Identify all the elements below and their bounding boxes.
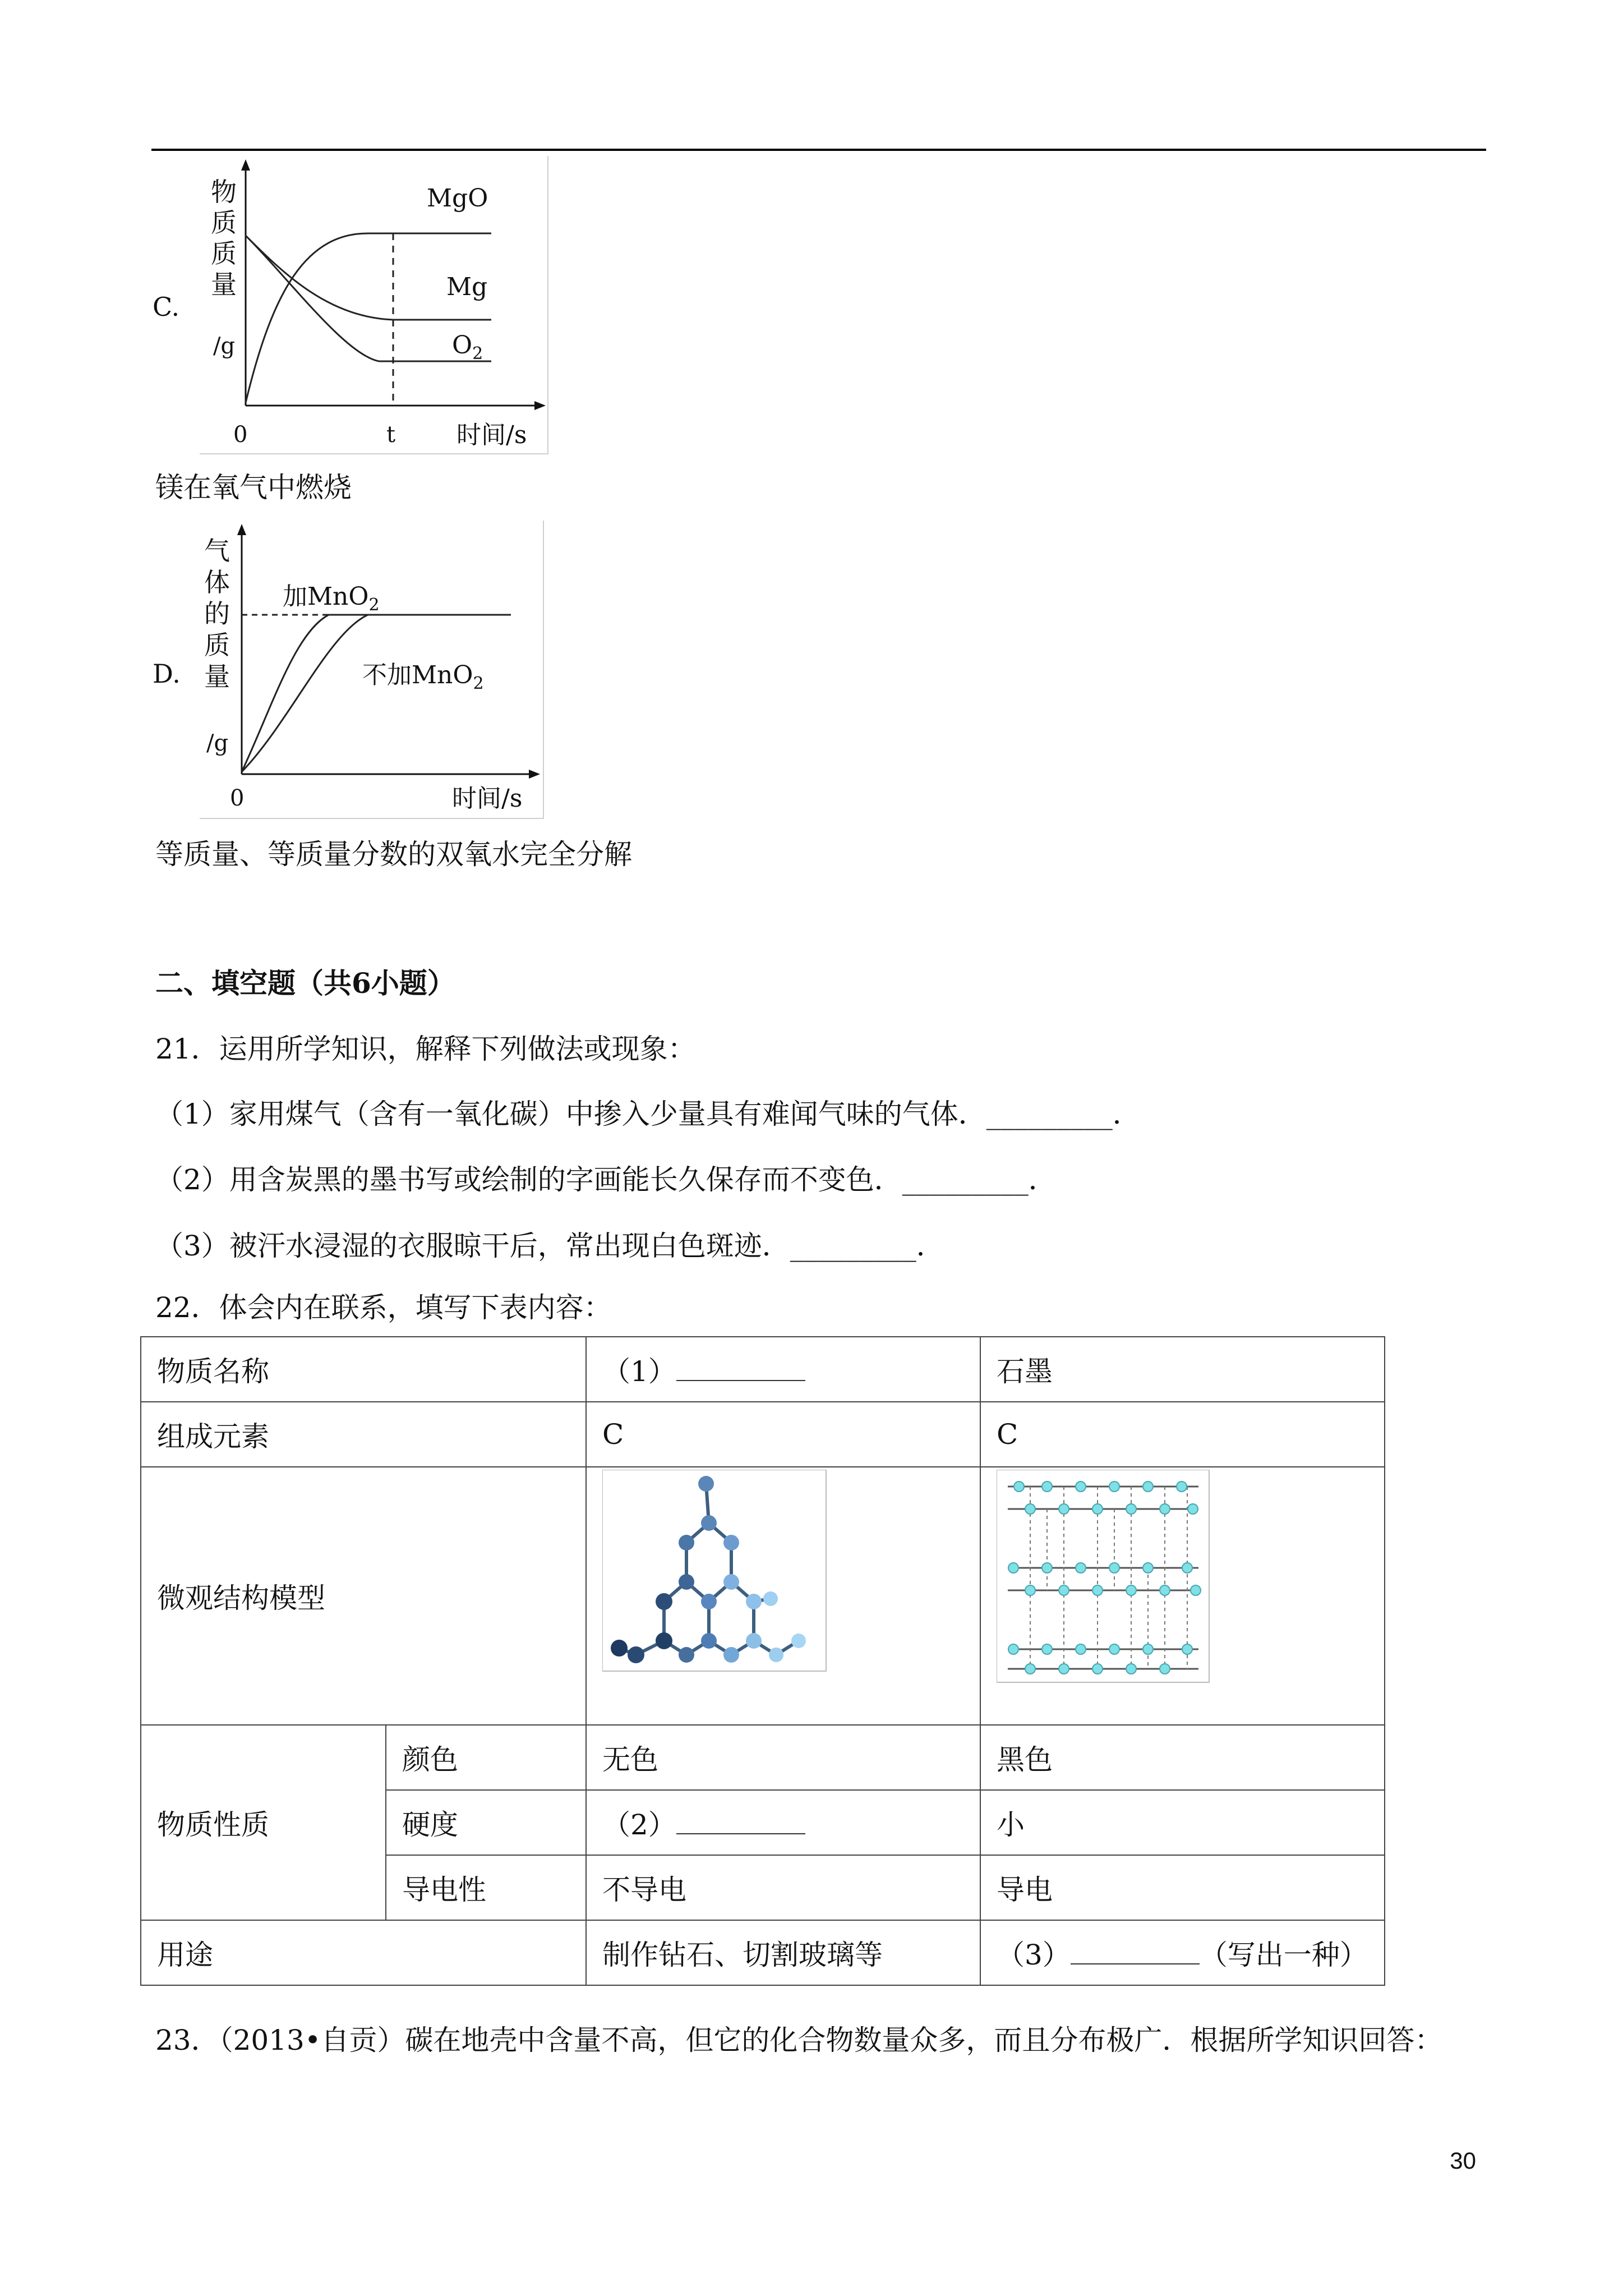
element-label: 组成元素 xyxy=(141,1402,586,1467)
mgo-label: MgO xyxy=(427,184,488,213)
o2-label: $O_2$ xyxy=(452,331,483,364)
with-mno2-label: 加MnO$_2$ xyxy=(283,582,380,615)
q21-item: （1）家用煤气（含有一氧化碳）中掺入少量具有难闻气味的气体．_________． xyxy=(155,1098,1141,1130)
table-row xyxy=(141,1725,1385,1790)
table-row xyxy=(141,1402,1385,1467)
diamond-model-cell xyxy=(586,1467,980,1725)
hardness-label: 硬度 xyxy=(386,1790,586,1855)
q21-item: （2）用含炭黑的墨书写或绘制的字画能长久保存而不变色．_________． xyxy=(155,1163,1057,1196)
page-number: 30 xyxy=(1450,2147,1476,2174)
graphite-name: 石墨 xyxy=(980,1337,1385,1402)
without-mno2-label: 不加MnO$_2$ xyxy=(362,661,484,693)
q21-item: （3）被汗水浸湿的衣服晾干后，常出现白色斑迹．_________． xyxy=(155,1230,944,1262)
without-mno2-curve xyxy=(242,615,511,772)
y-axis-char: 物 xyxy=(211,177,237,207)
header-rule xyxy=(151,149,1486,151)
diamond-structure-model xyxy=(602,1470,827,1672)
color-b: 黑色 xyxy=(980,1725,1385,1790)
model-label: 微观结构模型 xyxy=(141,1467,586,1725)
y-axis-char: 体 xyxy=(204,567,230,597)
props-label: 物质性质 xyxy=(141,1725,386,1920)
y-axis-char: 的 xyxy=(204,599,230,629)
element-a: C xyxy=(586,1402,980,1467)
element-b: C xyxy=(980,1402,1385,1467)
color-a: 无色 xyxy=(586,1725,980,1790)
table-row xyxy=(141,1920,1385,1985)
y-axis-char: 气 xyxy=(204,536,230,566)
hardness-a-cell: （2） xyxy=(586,1790,980,1855)
mg-combustion-graph xyxy=(200,156,548,454)
y-axis-char: 质 xyxy=(204,630,230,660)
y-axis-char: 量 xyxy=(211,269,237,300)
graphite-model-cell xyxy=(980,1467,1385,1725)
use-label: 用途 xyxy=(141,1920,586,1985)
y-axis-char: 量 xyxy=(204,661,230,692)
x-axis-label: 时间/s xyxy=(457,421,527,449)
y-axis-unit: /g xyxy=(206,730,229,756)
q23-stem: 23．（2013•自贡）碳在地壳中含量不高，但它的化合物数量众多，而且分布极广．根据所学知识回答： xyxy=(155,2024,1443,2056)
q22-stem: 22．体会内在联系，填写下表内容： xyxy=(155,1291,612,1324)
answer-blank xyxy=(676,1374,805,1381)
y-axis-unit: /g xyxy=(213,333,236,359)
y-axis-char: 质 xyxy=(211,208,237,238)
answer-blank xyxy=(1071,1958,1200,1964)
conduct-a: 不导电 xyxy=(586,1855,980,1920)
mgo-curve xyxy=(246,233,491,403)
color-label: 颜色 xyxy=(386,1725,586,1790)
conduct-label: 导电性 xyxy=(386,1855,586,1920)
section-heading: 二、填空题（共6小题） xyxy=(155,967,455,1000)
option-c-caption: 镁在氧气中燃烧 xyxy=(155,471,352,504)
mg-label: Mg xyxy=(446,273,488,301)
table-row xyxy=(141,1467,1385,1725)
t-label: t xyxy=(386,422,396,448)
with-mno2-curve xyxy=(242,615,511,772)
y-axis-char: 质 xyxy=(211,238,237,269)
x-axis-label: 时间/s xyxy=(452,784,523,813)
h2o2-decomposition-graph xyxy=(200,521,544,819)
option-d-caption: 等质量、等质量分数的双氧水完全分解 xyxy=(155,838,632,871)
hardness-b: 小 xyxy=(980,1790,1385,1855)
use-b-cell: （3） （写出一种） xyxy=(980,1920,1385,1985)
carbon-properties-table xyxy=(140,1336,1385,1986)
option-c-label: C. xyxy=(153,292,180,322)
use-a: 制作钻石、切割玻璃等 xyxy=(586,1920,980,1985)
option-d-label: D. xyxy=(153,659,181,689)
name-label: 物质名称 xyxy=(141,1337,586,1402)
conduct-b: 导电 xyxy=(980,1855,1385,1920)
origin-label: 0 xyxy=(233,422,248,448)
origin-label: 0 xyxy=(230,785,245,811)
diamond-name-cell: （1） xyxy=(586,1337,980,1402)
graphite-structure-model xyxy=(997,1470,1210,1683)
q21-stem: 21．运用所学知识，解释下列做法或现象： xyxy=(155,1033,696,1065)
table-row xyxy=(141,1337,1385,1402)
answer-blank xyxy=(676,1828,805,1834)
